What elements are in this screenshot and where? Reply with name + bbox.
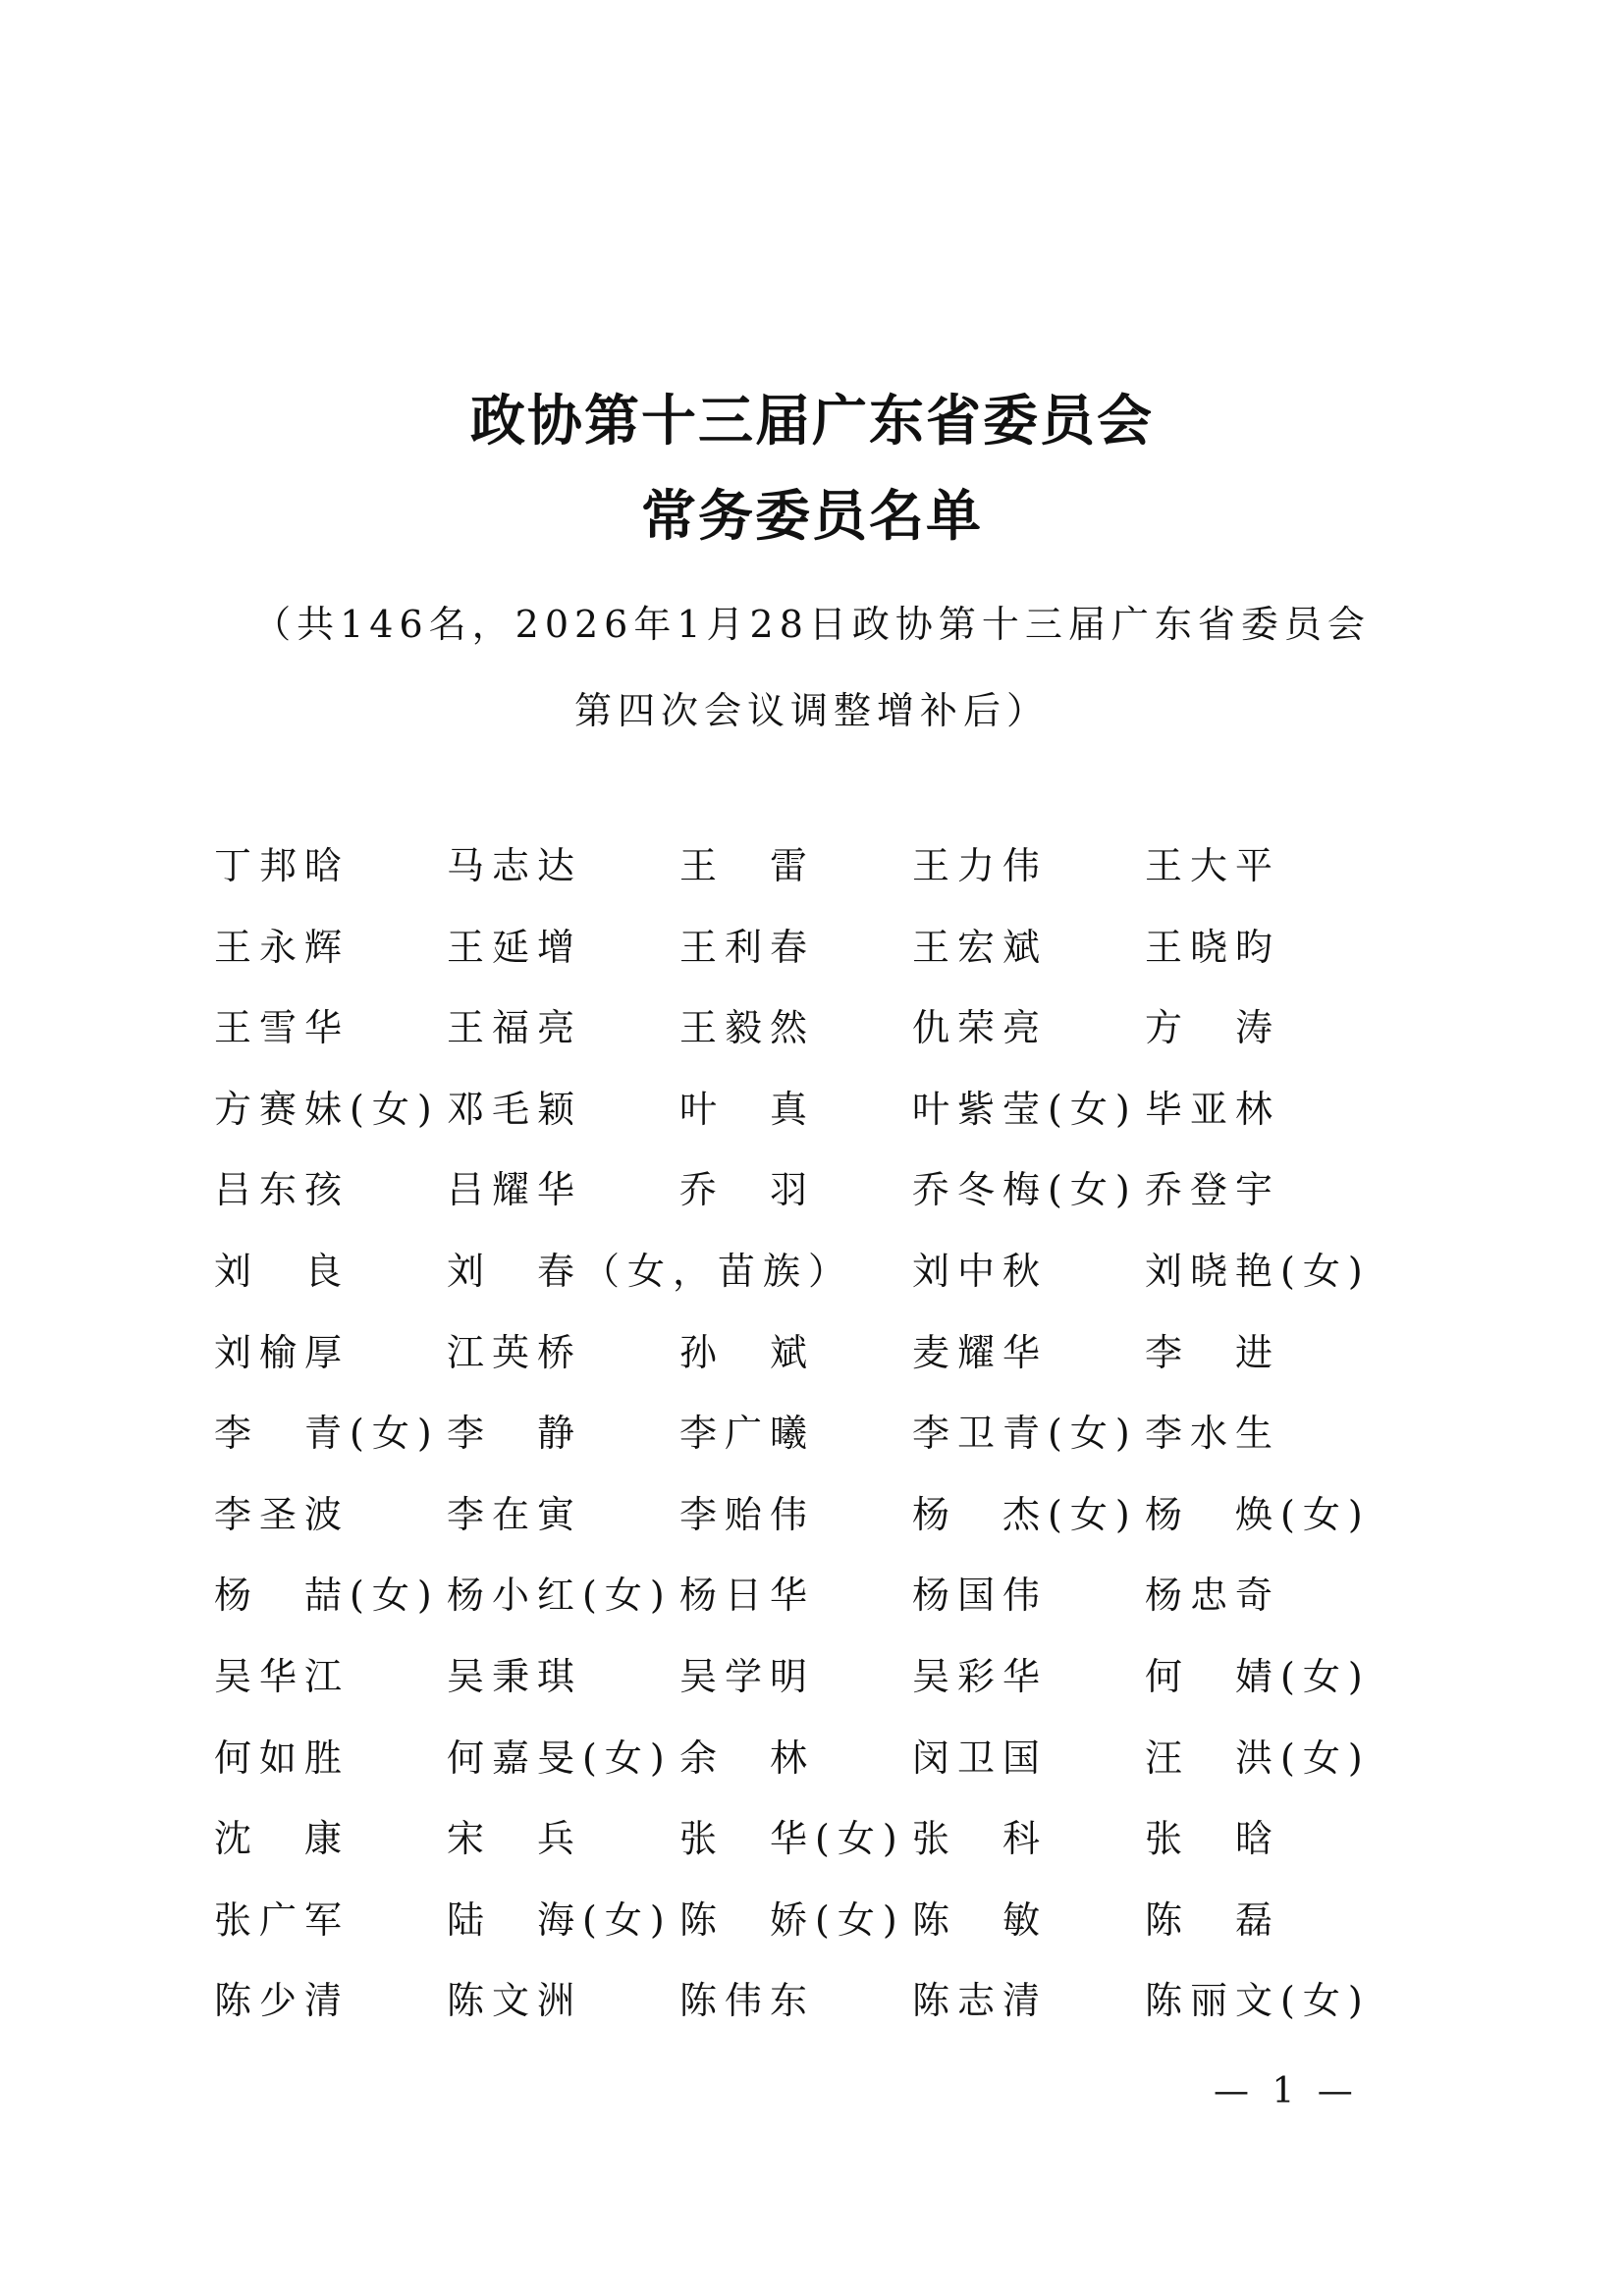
member-name: 吕东孩 [214,1168,351,1212]
member-name: 陈伟东 [679,1979,816,2023]
member-name: 邓毛颖 [447,1087,583,1131]
member-name: 陈文洲 [447,1979,583,2023]
member-name: 张广军 [214,1897,351,1942]
member-name: 王力伟 [912,844,1049,887]
member-name: 江英桥 [447,1330,583,1374]
member-name: 王永辉 [214,925,351,969]
member-name: 陈 敏 [912,1897,1049,1942]
member-name: 马志达 [447,844,583,887]
member-name: 乔登宇 [1145,1168,1281,1212]
member-name: 王宏斌 [912,925,1049,969]
member-name: 杨小红(女) [447,1574,673,1618]
member-name: 李在寅 [447,1492,583,1536]
member-name: 吴彩华 [912,1654,1049,1698]
member-name: 杨国伟 [912,1574,1049,1618]
member-name: 方 涛 [1145,1006,1281,1050]
member-name: 杨 喆(女) [214,1574,440,1618]
member-name: 李广曦 [679,1412,816,1456]
member-name: 陈 磊 [1145,1897,1281,1942]
member-name: 王延增 [447,925,583,969]
document-subtitle-title: 常务委员名单 [641,485,983,549]
member-name: 李 青(女) [214,1412,440,1456]
member-name: 刘 春（女，苗族） [447,1249,854,1293]
member-name: 张 华(女) [679,1817,905,1861]
member-name: 宋 兵 [447,1817,583,1861]
member-name: 何嘉旻(女) [447,1735,673,1780]
member-name: 陈少清 [214,1979,351,2023]
member-name: 吴华江 [214,1654,351,1698]
page-number: — 1 — [1214,2071,1359,2111]
member-name: 陈志清 [912,1979,1049,2023]
member-name: 刘 良 [214,1249,351,1293]
member-name: 李 静 [447,1412,583,1456]
member-name: 张 晗 [1145,1817,1281,1861]
member-name: 吴学明 [679,1654,816,1698]
member-name: 刘中秋 [912,1249,1049,1293]
member-name: 刘晓艳(女) [1145,1249,1371,1293]
document-note-line2: 第四次会议调整增补后） [573,689,1050,732]
member-name: 杨 杰(女) [912,1492,1138,1536]
member-name: 杨日华 [679,1574,816,1618]
member-name: 叶 真 [679,1087,816,1131]
member-name: 陆 海(女) [447,1897,673,1942]
member-name: 吴秉琪 [447,1654,583,1698]
member-name: 方赛妹(女) [214,1087,440,1131]
member-name: 李贻伟 [679,1492,816,1536]
member-name: 仇荣亮 [912,1006,1049,1050]
member-name: 何 婧(女) [1145,1654,1371,1698]
member-name: 刘榆厚 [214,1330,351,1374]
member-name: 孙 斌 [679,1330,816,1374]
member-name: 李 进 [1145,1330,1281,1374]
member-name: 杨 焕(女) [1145,1492,1371,1536]
member-name: 李水生 [1145,1412,1281,1456]
member-name: 王利春 [679,925,816,969]
member-name: 张 科 [912,1817,1049,1861]
document-note-line1: （共146名，2026年1月28日政协第十三届广东省委员会 [253,603,1371,646]
member-name: 毕亚林 [1145,1087,1281,1131]
member-name: 王 雷 [679,844,816,887]
member-name: 王毅然 [679,1006,816,1050]
member-name: 李卫青(女) [912,1412,1138,1456]
member-name: 丁邦晗 [214,844,351,887]
member-name: 王大平 [1145,844,1281,887]
member-name: 沈 康 [214,1817,351,1861]
member-name: 王福亮 [447,1006,583,1050]
member-name: 王雪华 [214,1006,351,1050]
member-name: 吕耀华 [447,1168,583,1212]
member-name: 李圣波 [214,1492,351,1536]
member-name: 杨忠奇 [1145,1574,1281,1618]
member-name: 王晓昀 [1145,925,1281,969]
member-name: 麦耀华 [912,1330,1049,1374]
member-name: 陈 娇(女) [679,1897,905,1942]
member-name: 叶紫莹(女) [912,1087,1138,1131]
member-name: 乔冬梅(女) [912,1168,1138,1212]
member-name: 乔 羽 [679,1168,816,1212]
member-name: 汪 洪(女) [1145,1735,1371,1780]
member-name: 陈丽文(女) [1145,1979,1371,2023]
member-name: 何如胜 [214,1735,351,1780]
member-name: 闵卫国 [912,1735,1049,1780]
member-name: 余 林 [679,1735,816,1780]
document-title: 政协第十三届广东省委员会 [470,390,1154,454]
